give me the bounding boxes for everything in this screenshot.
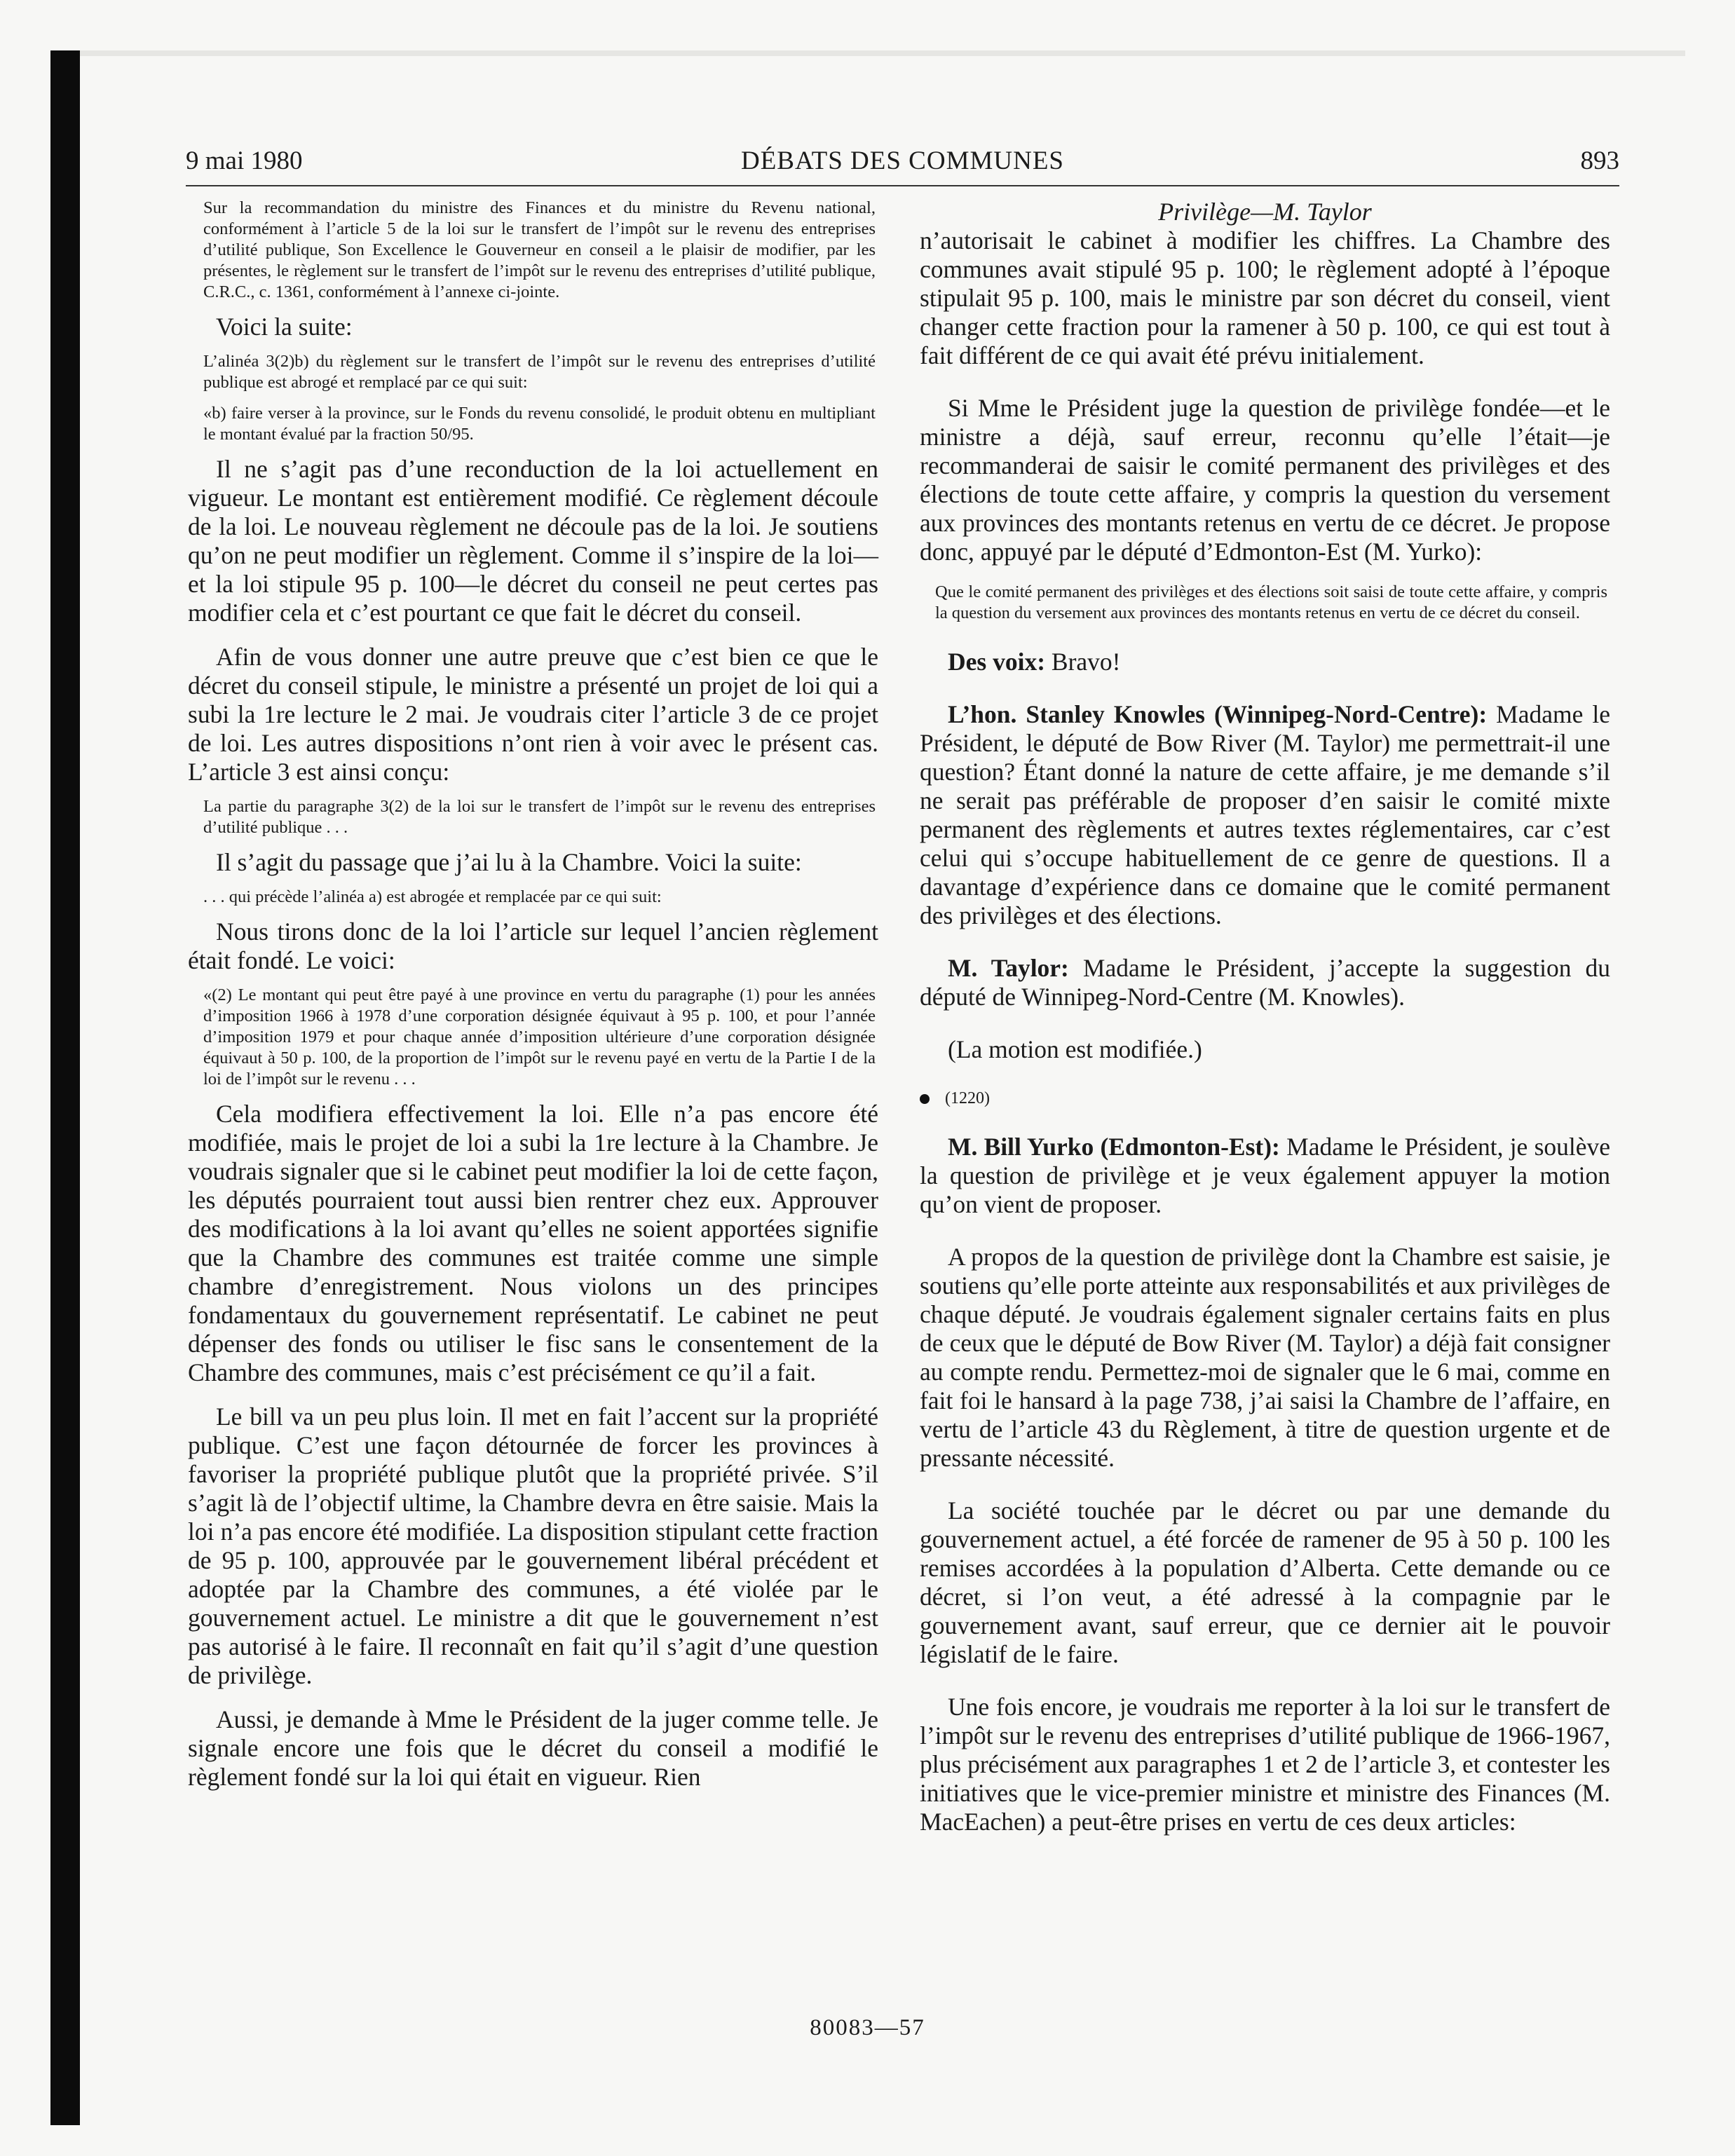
paragraph: Afin de vous donner une autre preuve que c’est bien ce que le décret du conseil stipule, le ministre a présenté un projet de loi qui a subi la 1re lecture le 2 mai. Je voudrais citer l’article 3 de ce projet de loi. Les autres dispositions n’ont rien à voir avec le présent cas. L’article 3 est ainsi conçu: (188, 643, 878, 786)
speech-text: Madame le Président, le député de Bow River (M. Taylor) me permettrait-il une question? Étant donné la nature de cette affaire, je me demande s’il ne serait pas préférable de proposer d’en saisir le comité mixte permanent des règlements et autres textes réglementaires, car c’est celui qui s’occupe habituellement de ce genre de questions. Il a davantage d’expérience dans ce domaine que le comité permanent des privilèges et des élections. (920, 700, 1610, 929)
speech (920, 954, 1610, 1011)
paragraph: Le bill va un peu plus loin. Il met en fait l’accent sur la propriété publique. C’est une façon détournée de forcer les provinces à favoriser la propriété publique plutôt que la propriété privée. S’il s’agit là de l’objectif ultime, la Chambre devra en être saisie. Mais la loi n’a pas encore été modifiée. La disposition stipulant cette fraction de 95 p. 100, approuvée par le gouvernement libéral précédent et adoptée par la Chambre des communes, a été violée par le gouvernement actuel. Le ministre a dit que le gouvernement n’est pas autorisé à le faire. Il reconnaît en fait qu’il s’agit d’une question de privilège. (188, 1403, 878, 1689)
paragraph: Cela modifiera effectivement la loi. Elle n’a pas encore été modifiée, mais le projet de loi a subi la 1re lecture à la Chambre. Je voudrais signaler que si le cabinet peut modifier la loi de cette façon, les députés pourraient tout aussi bien rentrer chez eux. Approuver des modifications à la loi avant qu’elles ne soient apportées signifie que la Chambre des communes est traitée comme une simple chambre d’enregistrement. Nous violons un des principes fondamentaux du gouvernement représentatif. Le cabinet ne peut dépenser des fonds ou utiliser le fisc sans le consentement de la Chambre des communes, mais c’est précisément ce qu’il a fait. (188, 1100, 878, 1386)
paragraph: Si Mme le Président juge la question de privilège fondée—et le ministre a déjà, sauf erreur, reconnu qu’elle l’était—je recommanderai de saisir le comité permanent des privilèges et des élections de toute cette affaire, y compris la question du versement aux provinces des montants retenus en vertu de ce décret. Je propose donc, appuyé par le député d’Edmonton-Est (M. Yurko): (920, 394, 1610, 566)
paragraph: Il ne s’agit pas d’une reconduction de la loi actuellement en vigueur. Le montant est entièrement modifié. Ce règlement découle de la loi. Le nouveau règlement ne découle pas de la loi. Je soutiens qu’on ne peut modifier un règlement. Comme il s’inspire de la loi—et la loi stipule 95 p. 100—le décret du conseil ne peut certes pas modifier cela et c’est pourtant ce que fait le décret du conseil. (188, 455, 878, 627)
paragraph: Voici la suite: (216, 313, 353, 341)
scan-edge (50, 50, 80, 2125)
paragraph: (La motion est modifiée.) (948, 1035, 1202, 1063)
paragraph: A propos de la question de privilège dont la Chambre est saisie, je soutiens qu’elle porte atteinte aux responsabilités et aux privilèges de chaque député. Je voudrais également signaler certains faits en plus de ceux que le député de Bow River (M. Taylor) a déjà fait consigner au compte rendu. Permettez-moi de signaler que le 6 mai, comme en fait foi le hansard à la page 738, j’ai saisi la Chambre de l’affaire, en vertu de l’article 43 du Règlement, à titre de question urgente et de pressante nécessité. (920, 1243, 1610, 1472)
speaker-name: M. Taylor: (948, 954, 1069, 982)
quote-motion: Que le comité permanent des privilèges et des élections soit saisi de toute cette affaire, y compris la question du versement aux provinces des montants retenus en vertu de ce décret du conseil. (935, 582, 1607, 622)
speech (920, 1133, 1610, 1219)
speech (920, 648, 1610, 676)
speech-text: Madame le Président, j’accepte la suggestion du député de Winnipeg-Nord-Centre (M. Knowles). (920, 954, 1610, 1011)
header-title: DÉBATS DES COMMUNES (740, 146, 1064, 175)
speaker-name: Des voix: (948, 648, 1046, 676)
paragraph: n’autorisait le cabinet à modifier les chiffres. La Chambre des communes avait stipulé 95 p. 100; le règlement adopté à l’époque stipulait 95 p. 100, mais le ministre par son décret du conseil, vient changer cette fraction pour la ramener à 50 p. 100, ce qui est tout à fait différent de ce qui avait été prévu initialement. (920, 226, 1610, 369)
header-page-number: 893 (1580, 146, 1619, 175)
paragraph: Une fois encore, je voudrais me reporter à la loi sur le transfert de l’impôt sur le revenu des entreprises d’utilité publique de 1966-1967, plus précisément aux paragraphes 1 et 2 de l’article 3, et contester les initiatives que le vice-premier ministre et ministre des Finances (M. MacEachen) a peut-être prises en vertu de ces deux articles: (920, 1693, 1610, 1836)
speaker-name: L’hon. Stanley Knowles (Winnipeg-Nord-Centre): (948, 700, 1488, 728)
quote-regulation: L’alinéa 3(2)b) du règlement sur le transfert de l’impôt sur le revenu des entreprises d’utilité publique est abrogé et remplacé par ce qui suit: (203, 352, 876, 392)
running-head: Privilège—M. Taylor (1158, 198, 1372, 226)
right-column (920, 198, 1610, 1836)
quote-order-in-council: Sur la recommandation du ministre des Finances et du ministre du Revenu national, conformément à l’article 5 de la loi sur le transfert de l’impôt sur le revenu des entreprises d’utilité publique, Son Excellence le Gouverneur en conseil a le plaisir de modifier, par les présentes, le règlement sur le transfert de l’impôt sur le revenu des entreprises d’utilité publique, C.R.C., c. 1361, conformément à l’annexe ci-jointe. (203, 198, 876, 301)
speech-text: Madame le Président, je soulève la question de privilège et je veux également appuyer la motion qu’on vient de proposer. (920, 1133, 1611, 1218)
paragraph: La société touchée par le décret ou par une demande du gouvernement actuel, a été forcée de ramener de 95 à 50 p. 100 les remises accordées à la population d’Alberta. Cette demande ou ce décret, si l’on veut, a été adressé à la compagnie par le gouvernement avant, sauf erreur, que ce dernier ait le pouvoir législatif de le faire. (920, 1496, 1610, 1668)
left-column (188, 198, 878, 1792)
quote-act-section: «(2) Le montant qui peut être payé à une province en vertu du paragraphe (1) pour les années d’imposition 1966 à 1978 d’une corporation désignée équivaut à 95 p. 100, et pour l’année d’imposition 1979 et pour chaque année d’imposition ultérieure d’une corporation désignée équivaut à 50 p. 100, de la proportion de l’impôt sur le revenu payé en vertu de la Partie I de la loi de l’impôt sur le revenu . . . (203, 985, 876, 1089)
quote-bill-continued: . . . qui précède l’alinéa a) est abrogée et remplacée par ce qui suit: (203, 887, 662, 906)
paragraph: Il s’agit du passage que j’ai lu à la Chambre. Voici la suite: (216, 848, 802, 876)
quote-regulation-item-b: «b) faire verser à la province, sur le Fonds du revenu consolidé, le produit obtenu en multipliant le montant évalué par la fraction 50/95. (203, 404, 876, 444)
quote-bill: La partie du paragraphe 3(2) de la loi sur le transfert de l’impôt sur le revenu des entreprises d’utilité publique . . . (203, 797, 876, 837)
speech (920, 700, 1610, 930)
page-header (186, 146, 1619, 186)
bullet-icon (920, 1094, 930, 1104)
page-footer: 80083—57 (810, 2015, 925, 2040)
paragraph: Aussi, je demande à Mme le Président de la juger comme telle. Je signale encore une fois que le décret du conseil a modifié le règlement fondé sur la loi qui était en vigueur. Rien (188, 1705, 878, 1791)
scan-top-edge (80, 50, 1685, 56)
header-date: 9 mai 1980 (186, 146, 303, 175)
time-stamp-text: (1220) (945, 1089, 990, 1107)
time-stamp (920, 1088, 1610, 1109)
paragraph: Nous tirons donc de la loi l’article sur lequel l’ancien règlement était fondé. Le voici: (188, 917, 878, 974)
speaker-name: M. Bill Yurko (Edmonton-Est): (948, 1133, 1280, 1161)
speech-text: Bravo! (1045, 648, 1121, 676)
